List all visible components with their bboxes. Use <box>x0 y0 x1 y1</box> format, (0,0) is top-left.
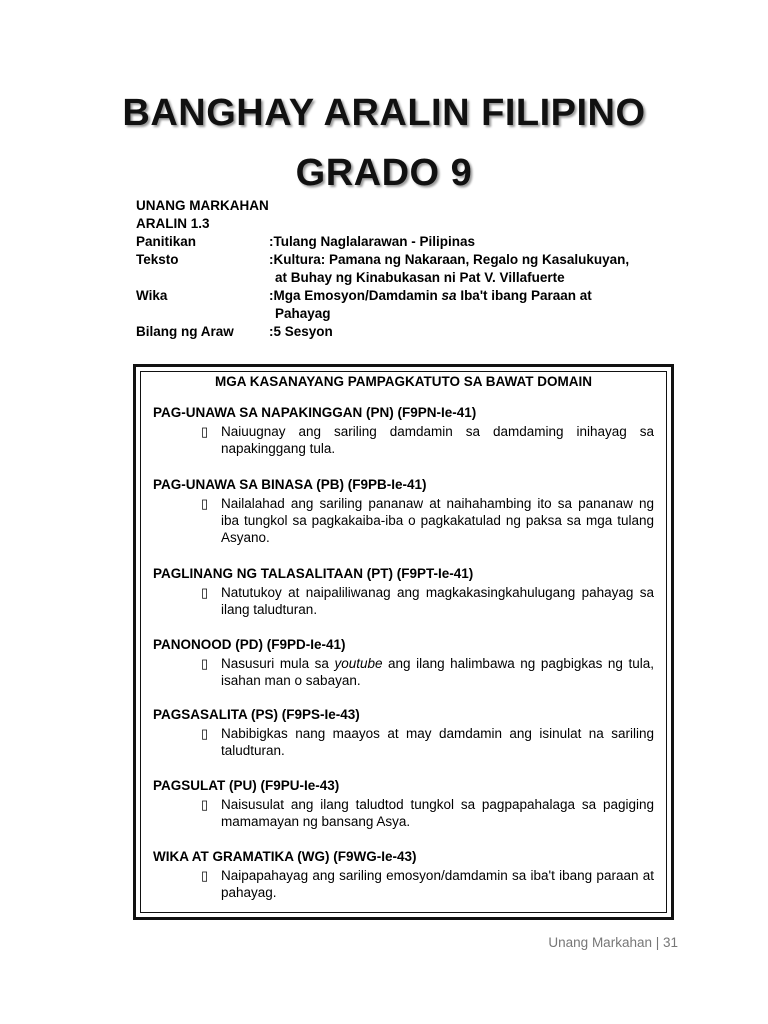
bullet-icon: ▯ <box>201 585 209 600</box>
lesson-label: ARALIN 1.3 <box>136 216 210 231</box>
bullet-icon: ▯ <box>201 726 209 741</box>
competencies-box-inner <box>140 371 667 913</box>
section-pu <box>153 777 654 830</box>
section-heading: WIKA AT GRAMATIKA (WG) (F9WG-Ie-43) <box>153 849 417 864</box>
section-pb <box>153 476 654 546</box>
page-footer: Unang Markahan | 31 <box>548 935 678 950</box>
section-pt <box>153 565 654 618</box>
quarter-label: UNANG MARKAHAN <box>136 198 269 213</box>
section-heading: PAG-UNAWA SA BINASA (PB) (F9PB-Ie-41) <box>153 477 427 492</box>
list-item <box>201 796 654 830</box>
bullet-icon: ▯ <box>201 496 209 511</box>
meta-value: :Kultura: Pamana ng Nakaraan, Regalo ng Kasalukuyan, at Buhay ng Kinabukasan ni Pat V. Villafuerte <box>269 252 630 285</box>
page-subtitle: GRADO 9 <box>295 152 473 194</box>
competency-text: Nailalahad ang sariling pananaw at naihahambing ito sa pananaw ng iba tungkol sa pagkakaiba-iba o pagkakatulad ng paksa sa mga tulang Asyano. <box>221 496 654 545</box>
section-heading: PAGSULAT (PU) (F9PU-Ie-43) <box>153 778 340 793</box>
list-item <box>201 423 654 457</box>
section-pd <box>153 636 654 689</box>
competency-text: Naisusulat ang ilang taludtod tungkol sa pagpapahalaga sa pagiging mamamayan ng bansang Asya. <box>221 797 654 829</box>
section-wg <box>153 848 654 901</box>
competency-text: Nasusuri mula sa youtube ang ilang halimbawa ng pagbigkas ng tula, isahan man o sabayan. <box>221 656 654 688</box>
bullet-icon: ▯ <box>201 424 209 439</box>
meta-value: :Tulang Naglalarawan - Pilipinas <box>269 234 476 249</box>
competency-text: Naiuugnay ang sariling damdamin sa damdaming inihayag sa napakinggang tula. <box>221 424 654 456</box>
meta-key: Wika <box>136 288 168 303</box>
bullet-icon: ▯ <box>201 656 209 671</box>
list-item <box>201 655 654 689</box>
meta-row-panitikan <box>136 233 679 251</box>
list-item <box>201 495 654 546</box>
competencies-heading: MGA KASANAYANG PAMPAGKATUTO SA BAWAT DOMAIN <box>214 374 592 389</box>
competencies-box <box>133 364 674 920</box>
section-heading: PAGSASALITA (PS) (F9PS-Ie-43) <box>153 707 360 722</box>
section-pn <box>153 404 654 457</box>
page-title: BANGHAY ARALIN FILIPINO <box>122 92 646 134</box>
list-item <box>201 867 654 901</box>
competency-text: Naipapahayag ang sariling emosyon/damdamin sa iba't ibang paraan at pahayag. <box>221 868 654 900</box>
meta-row-teksto <box>136 251 679 287</box>
list-item <box>201 584 654 618</box>
bullet-icon: ▯ <box>201 868 209 883</box>
competency-text: Natutukoy at naipaliliwanag ang magkakasingkahulugang pahayag sa ilang taludturan. <box>221 585 654 617</box>
meta-value: :5 Sesyon <box>269 324 333 339</box>
section-heading: PANONOOD (PD) (F9PD-Ie-41) <box>153 637 346 652</box>
lesson-meta <box>136 197 679 341</box>
meta-key: Teksto <box>136 252 179 267</box>
bullet-icon: ▯ <box>201 797 209 812</box>
competency-text: Nabibigkas nang maayos at may damdamin ang isinulat na sariling taludturan. <box>221 726 654 758</box>
section-heading: PAG-UNAWA SA NAPAKINGGAN (PN) (F9PN-Ie-41) <box>153 405 477 420</box>
meta-value: :Mga Emosyon/Damdamin sa Iba't ibang Paraan at Pahayag <box>269 288 592 321</box>
section-heading: PAGLINANG NG TALASALITAAN (PT) (F9PT-Ie-41) <box>153 566 474 581</box>
meta-key: Panitikan <box>136 234 197 249</box>
meta-key: Bilang ng Araw <box>136 324 234 339</box>
list-item <box>201 725 654 759</box>
section-ps <box>153 706 654 759</box>
meta-row-bilang <box>136 323 679 341</box>
meta-row-wika <box>136 287 679 323</box>
